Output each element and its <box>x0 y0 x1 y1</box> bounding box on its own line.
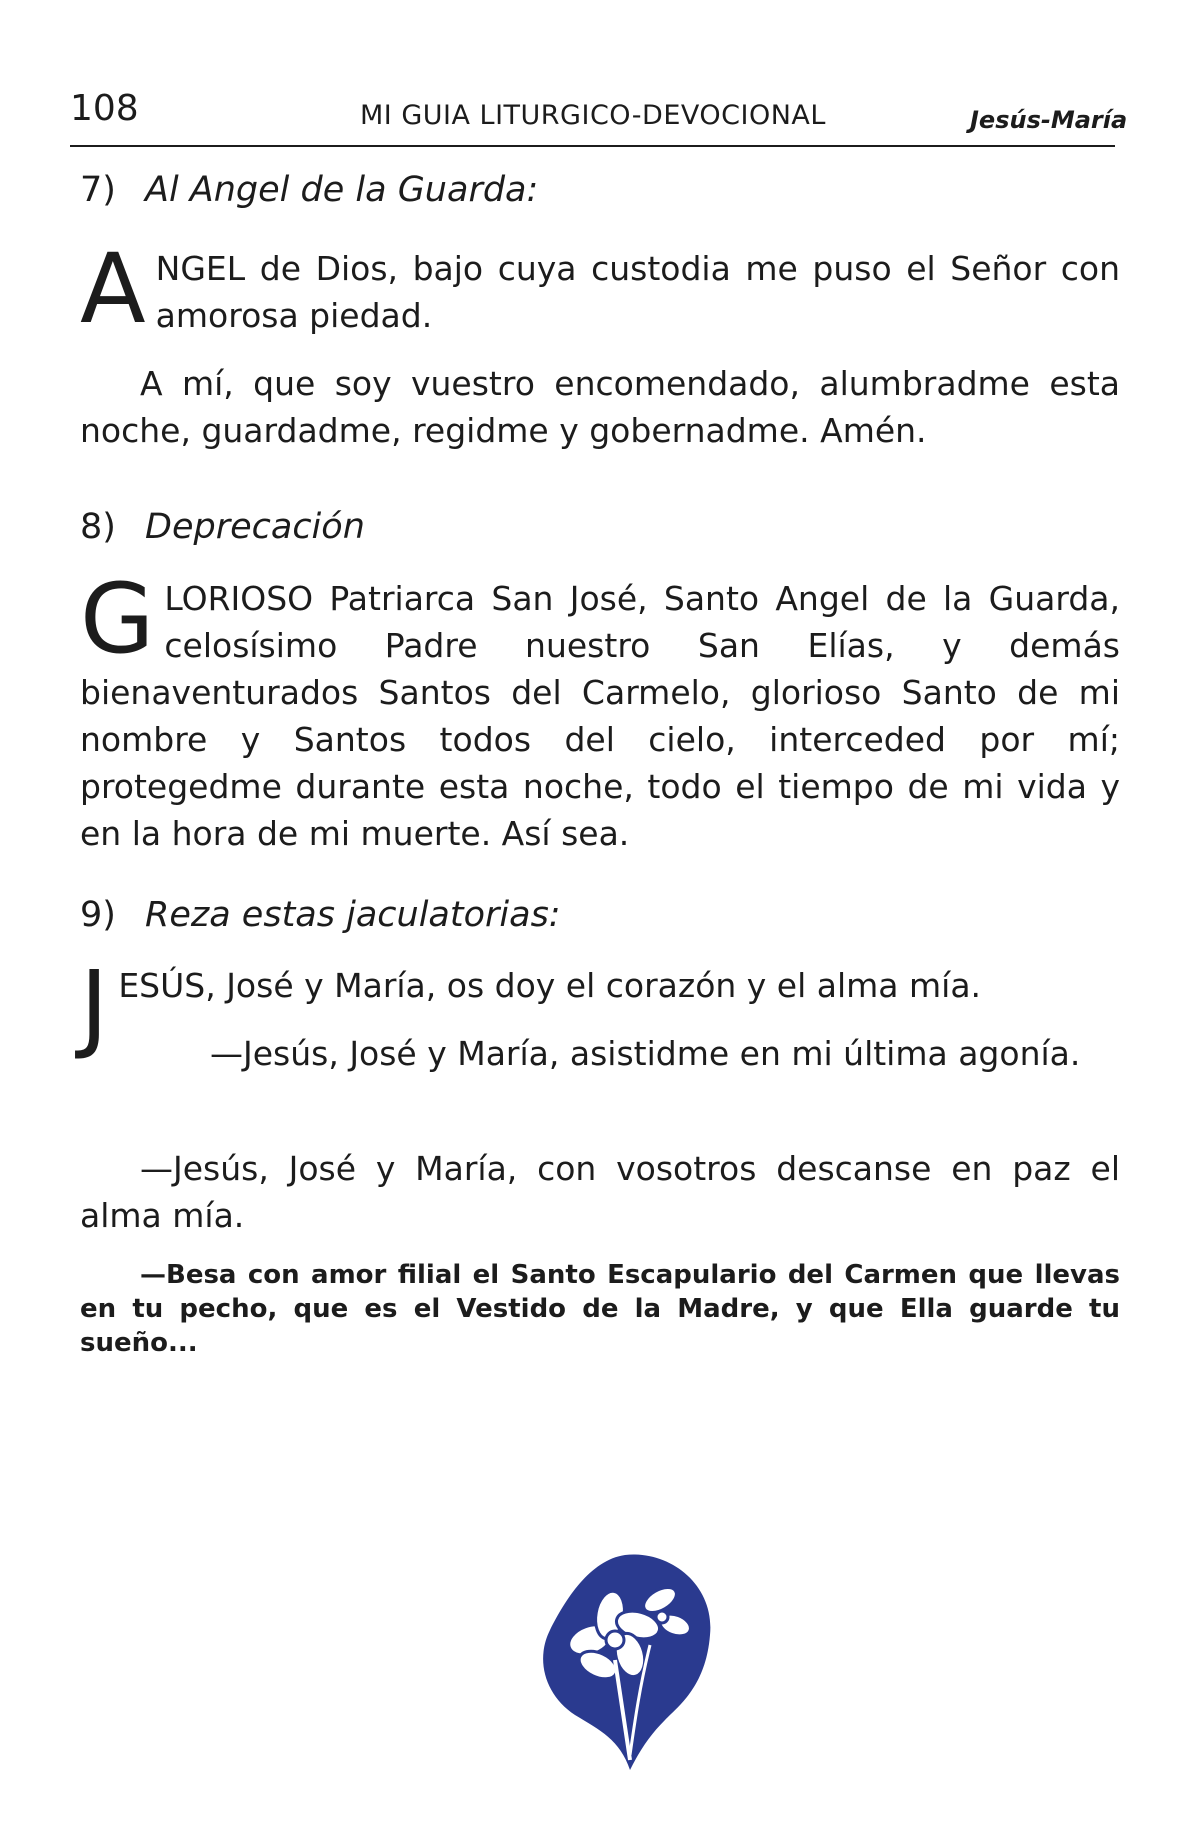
drop-cap: A <box>80 233 146 345</box>
section-heading <box>80 505 1120 549</box>
small-caps-word: NGEL <box>155 249 246 288</box>
drop-cap: G <box>80 563 155 675</box>
paragraph-text: Patriarca San José, Santo Angel de la Guarda, celosísimo Padre nuestro San Elías, y demás bienaventurados Santos del Carmelo, glorioso Santo de mi nombre y Santos todos del cielo, interceded por mí; protegedme durante esta noche, todo el tiempo de mi vida y en la hora de mi muerte. Así sea. <box>80 579 1120 853</box>
prayer-paragraph <box>80 563 1120 857</box>
paragraph-text: de Dios, bajo cuya custodia me puso el Señor con amorosa piedad. <box>155 249 1120 335</box>
section-heading <box>80 168 1120 212</box>
small-caps-word: LORIOSO <box>164 579 314 618</box>
section-7 <box>80 168 1120 212</box>
section-9-body-3 <box>80 1145 1120 1239</box>
running-head: Jesús-María <box>970 106 1128 134</box>
section-8 <box>80 505 1120 549</box>
prayer-paragraph: —Jesús, José y María, con vosotros descanse en paz el alma mía. <box>80 1149 1120 1235</box>
section-number: 9) <box>80 895 116 935</box>
section-7-body <box>80 233 1120 345</box>
section-title: Reza estas jaculatorias: <box>145 895 561 935</box>
section-number: 7) <box>80 170 116 210</box>
section-7-body-2 <box>80 360 1120 454</box>
header-rule <box>70 145 1115 147</box>
prayer-paragraph <box>80 233 1120 345</box>
section-8-body <box>80 563 1120 857</box>
closing-note: —Besa con amor filial el Santo Escapulario del Carmen que llevas en tu pecho, que es el Vestido de la Madre, y que Ella guarde tu sueño... <box>80 1260 1120 1358</box>
section-title: Deprecación <box>145 507 365 547</box>
drop-cap: J <box>80 950 109 1062</box>
section-title: Al Angel de la Guarda: <box>145 170 539 210</box>
book-title: MI GUIA LITURGICO-DEVOCIONAL <box>360 100 826 131</box>
page-number: 108 <box>70 88 139 129</box>
section-heading <box>80 893 1120 937</box>
section-number: 8) <box>80 507 116 547</box>
prayer-paragraph: A mí, que soy vuestro encomendado, alumbradme esta noche, guardadme, regidme y gobernadme. Amén. <box>80 364 1120 450</box>
small-caps-word: ESÚS <box>118 966 206 1005</box>
paragraph-text: , José y María, os doy el corazón y el alma mía. <box>205 966 982 1005</box>
section-9 <box>80 893 1120 937</box>
flower-emblem-icon <box>530 1545 720 1775</box>
section-9-note <box>80 1258 1120 1360</box>
prayer-paragraph: —Jesús, José y María, asistidme en mi última agonía. <box>210 1034 1081 1073</box>
section-9-body-2 <box>80 1030 1120 1077</box>
